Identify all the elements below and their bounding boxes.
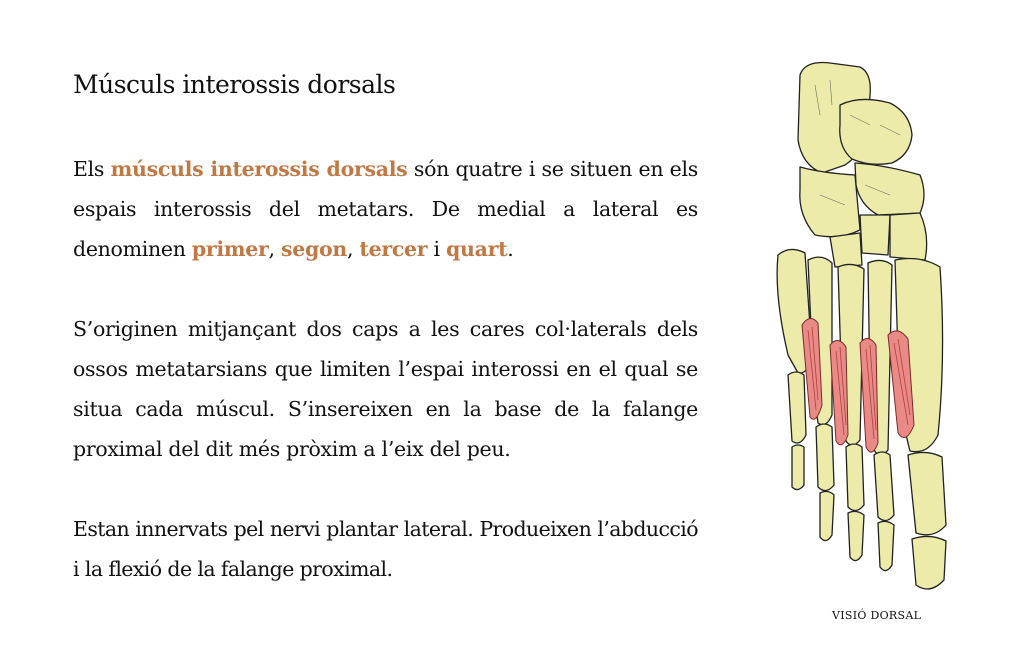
cuneiform-bone-1 [860,215,890,255]
innervation-paragraph: Estan innervats pel nervi plantar lateral. Produeixen l’abducció i la flexió de la falange proximal. [73,517,698,581]
phalanx-3-distal [848,511,864,560]
navicular-bone [855,163,924,215]
talus-bone [840,99,912,164]
phalanx-1-distal [912,536,946,589]
cuboid-bone [800,167,860,237]
text-column [73,149,698,629]
phalanx-5-distal [792,445,804,490]
phalanx-4-distal [820,491,834,540]
cuneiform-bone-3 [830,233,862,267]
interosseous-muscle-2 [860,338,878,452]
foot-illustration [760,55,970,600]
term-fourth: quart [445,237,508,261]
intro-sep1: , [268,237,281,261]
figure-caption: VISIÓ DORSAL [832,609,922,622]
intro-sep3: i [427,237,446,261]
phalanx-3 [846,444,864,511]
term-first: primer [191,237,269,261]
phalanx-1 [908,452,946,534]
intro-paragraph [73,149,698,269]
page-title: Músculs interossis dorsals [73,70,396,99]
cuneiform-bone-2 [890,213,927,260]
term-second: segon [280,237,347,261]
intro-mid: són quatre i se situen en els espais interossis del metatars. De medial a lateral es denominen [73,157,698,261]
phalanx-2 [874,452,894,521]
intro-sep2: , [346,237,360,261]
origin-paragraph: S’originen mitjançant dos caps a les cares col·laterals dels ossos metatarsians que limiten l’espai interossi en el qual se situa cada múscul. S’insereixen en la base de la falange proximal del dit més pròxim a l’eix del peu. [73,317,698,461]
intro-pre: Els [73,157,111,181]
phalanx-2-distal [878,521,894,570]
term-highlight: músculs interossis dorsals [110,157,408,181]
phalanx-4 [816,424,834,491]
intro-end: . [507,237,514,261]
phalanx-5 [788,372,806,443]
term-third: tercer [359,237,428,261]
